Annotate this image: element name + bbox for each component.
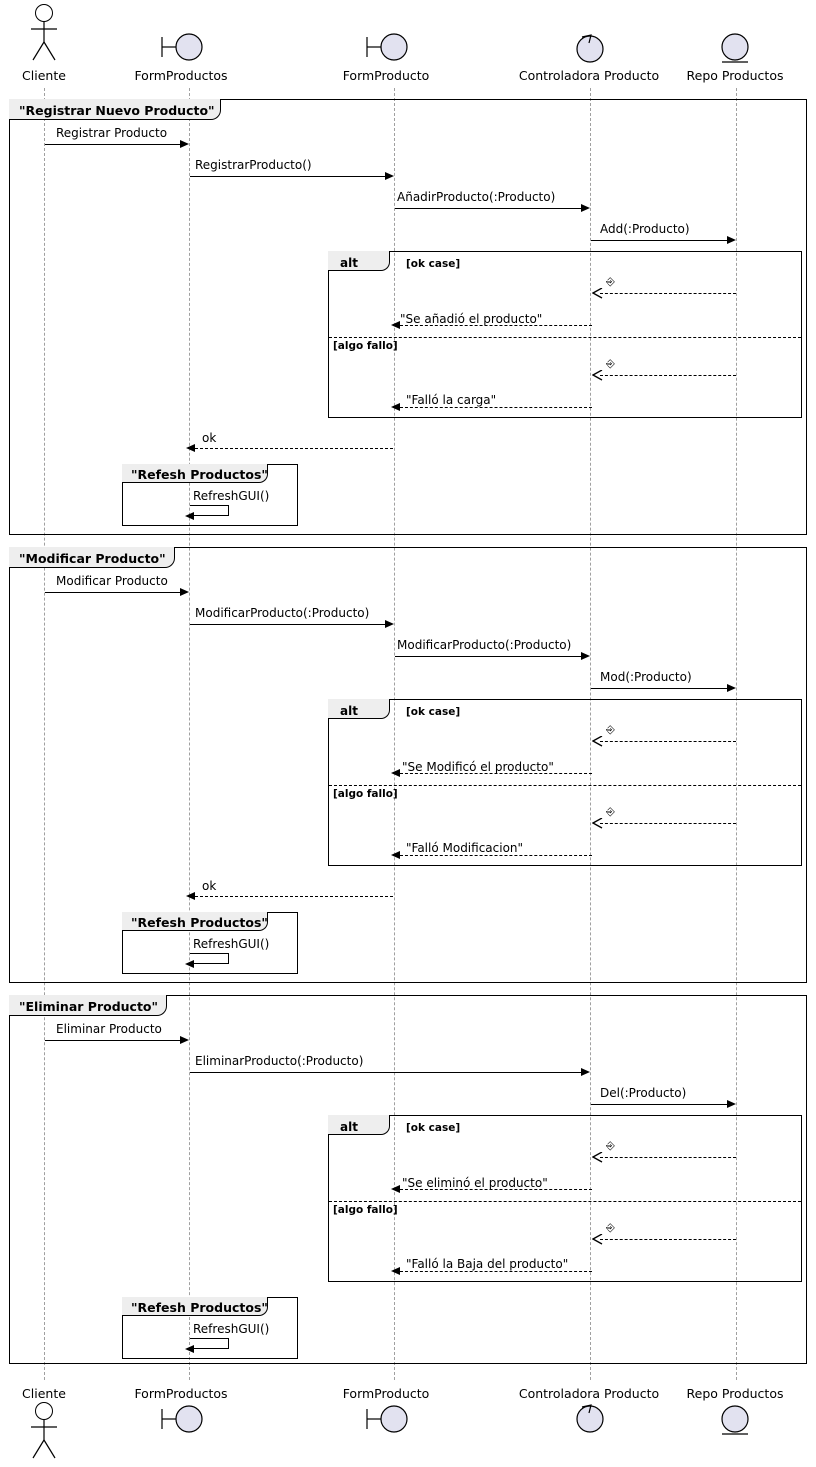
arrowhead-open-repo-ctrl-fail-2 bbox=[592, 818, 603, 829]
alt-guard-fail-3: [algo fallo] bbox=[333, 1204, 398, 1216]
self-message-3 bbox=[190, 1338, 229, 1349]
message-arrow-del bbox=[591, 1104, 728, 1105]
self-message-2 bbox=[190, 953, 229, 964]
return-arrow-ok-final-1 bbox=[195, 448, 393, 449]
message-label-add: Add(:Producto) bbox=[600, 222, 690, 236]
note-icon-fail-3: ⎆ bbox=[606, 1221, 615, 1234]
alt-divider-2 bbox=[329, 785, 801, 786]
arrowhead-open-repo-ctrl-3 bbox=[592, 1152, 603, 1163]
boundary-icon-bottom-formproductos bbox=[160, 1404, 218, 1434]
return-arrow-ok-final-2 bbox=[195, 896, 393, 897]
participant-label-controladora: Controladora Producto bbox=[518, 68, 660, 83]
participant-label-bottom-controladora: Controladora Producto bbox=[518, 1386, 660, 1401]
message-label-mod: Mod(:Producto) bbox=[600, 670, 692, 684]
arrowhead-ok-return-1 bbox=[391, 321, 400, 329]
arrowhead-self-2 bbox=[185, 960, 194, 968]
entity-icon-bottom-repo bbox=[719, 1404, 753, 1438]
message-label-ok-return-3: "Se eliminó el producto" bbox=[402, 1176, 548, 1190]
message-label-modificarproducto-1: ModificarProducto(:Producto) bbox=[195, 606, 370, 620]
message-label-refreshgui-2: RefreshGUI() bbox=[193, 937, 270, 951]
arrowhead-registrar-producto bbox=[180, 140, 189, 148]
alt-divider-1 bbox=[329, 337, 801, 338]
arrowhead-open-repo-ctrl-1 bbox=[592, 288, 603, 299]
note-icon-ok-1: ⎆ bbox=[606, 275, 615, 288]
alt-guard-fail-2: [algo fallo] bbox=[333, 788, 398, 800]
message-label-registrarproducto: RegistrarProducto() bbox=[195, 158, 312, 172]
participant-label-formproductos: FormProductos bbox=[134, 68, 228, 83]
arrowhead-open-repo-ctrl-fail-1 bbox=[592, 370, 603, 381]
arrowhead-registrarproducto bbox=[385, 172, 394, 180]
message-label-ok-1: ok bbox=[202, 431, 217, 445]
note-icon-ok-2: ⎆ bbox=[606, 723, 615, 736]
arrowhead-add bbox=[727, 236, 736, 244]
arrowhead-open-repo-ctrl-2 bbox=[592, 736, 603, 747]
message-label-modificar-producto: Modificar Producto bbox=[56, 574, 168, 588]
arrowhead-ok-final-1 bbox=[186, 444, 195, 452]
alt-guard-ok-2: [ok case] bbox=[406, 706, 461, 718]
return-arrow-repo-ctrl-fail-1 bbox=[600, 375, 736, 376]
message-arrow-registrar-producto bbox=[45, 144, 181, 145]
boundary-icon-formproducto bbox=[365, 32, 423, 62]
return-arrow-fail-2 bbox=[400, 855, 592, 856]
arrowhead-modificarproducto-2 bbox=[581, 652, 590, 660]
arrowhead-fail-return-3 bbox=[391, 1267, 400, 1275]
message-label-refreshgui-3: RefreshGUI() bbox=[193, 1322, 270, 1336]
control-icon-controladora bbox=[574, 30, 606, 64]
alt-keyword-2: alt bbox=[340, 704, 358, 718]
inner-frame-title-refesh-1: "Refesh Productos" bbox=[131, 467, 268, 482]
message-arrow-anadirproducto bbox=[395, 208, 582, 209]
alt-fragment-1 bbox=[328, 251, 802, 418]
message-arrow-registrarproducto bbox=[190, 176, 386, 177]
arrowhead-eliminar-producto bbox=[180, 1036, 189, 1044]
note-icon-fail-1: ⎆ bbox=[606, 357, 615, 370]
arrowhead-ok-return-2 bbox=[391, 769, 400, 777]
arrowhead-self-3 bbox=[185, 1345, 194, 1353]
arrowhead-open-repo-ctrl-fail-3 bbox=[592, 1234, 603, 1245]
participant-label-bottom-repo: Repo Productos bbox=[686, 1386, 784, 1401]
message-label-refreshgui-1: RefreshGUI() bbox=[193, 489, 270, 503]
arrowhead-fail-return-2 bbox=[391, 851, 400, 859]
return-arrow-fail-1 bbox=[400, 407, 592, 408]
arrowhead-modificar-producto bbox=[180, 588, 189, 596]
alt-keyword-1: alt bbox=[340, 256, 358, 270]
frame-title-registrar: "Registrar Nuevo Producto" bbox=[19, 103, 215, 118]
message-label-anadirproducto: AñadirProducto(:Producto) bbox=[397, 190, 556, 204]
message-label-registrar-producto: Registrar Producto bbox=[56, 126, 168, 140]
self-message-1 bbox=[190, 505, 229, 516]
message-label-fail-return-3: "Falló la Baja del producto" bbox=[406, 1257, 569, 1271]
arrowhead-modificarproducto-1 bbox=[385, 620, 394, 628]
alt-tab-2 bbox=[328, 699, 390, 719]
message-arrow-eliminar-producto bbox=[45, 1040, 181, 1041]
participant-label-bottom-formproductos: FormProductos bbox=[134, 1386, 228, 1401]
alt-divider-3 bbox=[329, 1201, 801, 1202]
return-arrow-ok-1 bbox=[400, 325, 592, 326]
alt-tab-1 bbox=[328, 251, 390, 271]
alt-guard-ok-3: [ok case] bbox=[406, 1122, 461, 1134]
return-arrow-repo-ctrl-fail-2 bbox=[600, 823, 736, 824]
message-label-fail-return-1: "Falló la carga" bbox=[406, 393, 497, 407]
note-icon-fail-2: ⎆ bbox=[606, 805, 615, 818]
inner-frame-title-refesh-2: "Refesh Productos" bbox=[131, 915, 268, 930]
actor-body-cliente bbox=[27, 20, 61, 66]
arrowhead-eliminarproducto bbox=[581, 1068, 590, 1076]
participant-label-bottom-cliente: Cliente bbox=[22, 1386, 66, 1401]
message-label-fail-return-2: "Falló Modificacion" bbox=[406, 841, 524, 855]
return-arrow-ok-3 bbox=[400, 1189, 592, 1190]
frame-title-modificar: "Modificar Producto" bbox=[19, 551, 166, 566]
alt-fragment-2 bbox=[328, 699, 802, 866]
arrowhead-mod bbox=[727, 684, 736, 692]
message-arrow-modificarproducto-2 bbox=[395, 656, 582, 657]
note-icon-ok-3: ⎆ bbox=[606, 1139, 615, 1152]
message-label-del: Del(:Producto) bbox=[600, 1086, 687, 1100]
alt-guard-fail-1: [algo fallo] bbox=[333, 340, 398, 352]
return-arrow-ok-2 bbox=[400, 773, 592, 774]
alt-keyword-3: alt bbox=[340, 1120, 358, 1134]
participant-label-formproducto: FormProducto bbox=[342, 68, 430, 83]
boundary-icon-bottom-formproducto bbox=[365, 1404, 423, 1434]
arrowhead-del bbox=[727, 1100, 736, 1108]
entity-icon-repo bbox=[719, 32, 753, 66]
frame-title-eliminar: "Eliminar Producto" bbox=[19, 999, 159, 1014]
return-arrow-repo-ctrl-3 bbox=[600, 1157, 736, 1158]
return-arrow-fail-3 bbox=[400, 1271, 592, 1272]
message-label-eliminarproducto: EliminarProducto(:Producto) bbox=[195, 1054, 364, 1068]
return-arrow-repo-ctrl-fail-3 bbox=[600, 1239, 736, 1240]
participant-label-cliente: Cliente bbox=[22, 68, 66, 83]
return-arrow-repo-ctrl-2 bbox=[600, 741, 736, 742]
message-label-ok-return-1: "Se añadió el producto" bbox=[400, 312, 543, 326]
message-arrow-mod bbox=[591, 688, 728, 689]
message-arrow-modificarproducto-1 bbox=[190, 624, 386, 625]
alt-guard-ok-1: [ok case] bbox=[406, 258, 461, 270]
arrowhead-anadirproducto bbox=[581, 204, 590, 212]
message-label-ok-2: ok bbox=[202, 879, 217, 893]
arrowhead-ok-return-3 bbox=[391, 1185, 400, 1193]
arrowhead-self-1 bbox=[185, 512, 194, 520]
message-arrow-add bbox=[591, 240, 728, 241]
alt-tab-3 bbox=[328, 1115, 390, 1135]
message-label-ok-return-2: "Se Modificó el producto" bbox=[402, 760, 554, 774]
participant-label-bottom-formproducto: FormProducto bbox=[342, 1386, 430, 1401]
message-label-eliminar-producto: Eliminar Producto bbox=[56, 1022, 162, 1036]
boundary-icon-formproductos bbox=[160, 32, 218, 62]
control-icon-bottom-controladora bbox=[574, 1400, 606, 1434]
actor-body-bottom-cliente bbox=[27, 1418, 61, 1464]
participant-label-repo: Repo Productos bbox=[686, 68, 784, 83]
return-arrow-repo-ctrl-1 bbox=[600, 293, 736, 294]
arrowhead-fail-return-1 bbox=[391, 403, 400, 411]
inner-frame-title-refesh-3: "Refesh Productos" bbox=[131, 1300, 268, 1315]
message-arrow-modificar-producto bbox=[45, 592, 181, 593]
message-arrow-eliminarproducto bbox=[190, 1072, 582, 1073]
arrowhead-ok-final-2 bbox=[186, 892, 195, 900]
message-label-modificarproducto-2: ModificarProducto(:Producto) bbox=[397, 638, 572, 652]
